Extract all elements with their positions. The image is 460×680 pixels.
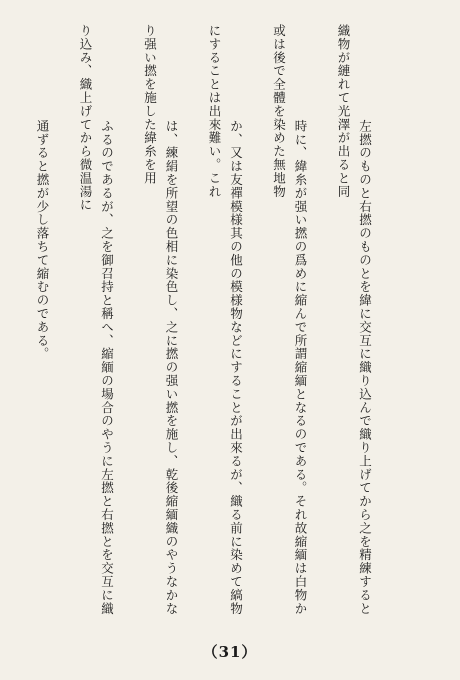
text-line: 時に、緯糸が强い撚の爲めに縮んで所謂縮緬となるのである。それ故縮緬は白物か或は後で全體を染めた無地物 — [271, 24, 308, 616]
paragraph-weaving — [20, 24, 397, 624]
text-line: は、練絹を所望の色相に染色し、之に撚の强い撚を施し、乾後縮緬織のやうなかなり强い撚を施した緯糸を用 — [142, 24, 179, 616]
body-text — [20, 24, 440, 624]
text-line: 通ずると撚が少し落ちて縮むのである。 — [35, 119, 50, 361]
text-line: 左撚のものと右撚のものとを緯に交互に織り込んで織り上げてから之を精練すると織物が縺れて光澤が出ると同 — [336, 24, 373, 616]
text-line: ふるのであるが、之を御召持と稱へ、縮緬の場合のやうに左撚と右撚とを交互に織り込み、織上げてから微温湯に — [78, 24, 115, 616]
page-number: （31） — [202, 643, 258, 661]
text-line: か、又は友禪模様其の他の模様物などにすることが出來るが、織る前に染めて縞物にすることは出來難い。これ — [207, 24, 244, 616]
